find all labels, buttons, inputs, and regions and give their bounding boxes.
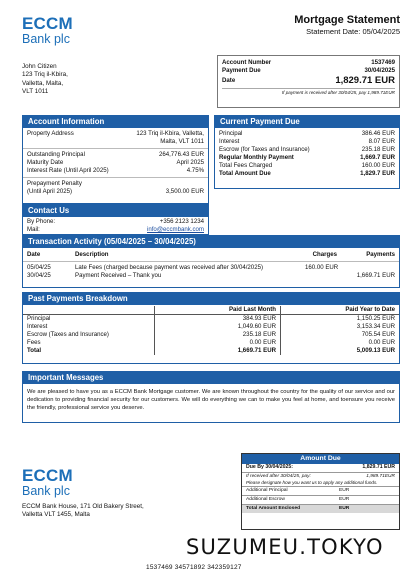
info-value: April 2025: [176, 159, 204, 166]
info-value: 4.75%: [186, 167, 204, 174]
account-number-label: Account Number: [222, 59, 272, 66]
past-label: Fees: [23, 339, 155, 347]
contact-title: Contact Us: [23, 205, 208, 217]
watermark-text: SUZUMEU.TOKYO: [186, 535, 384, 559]
if-received-label: If received after 30/04/25, pay:: [246, 473, 311, 479]
payment-label: Total Fees Charged: [219, 162, 273, 169]
bank-address-line: Valletta VLT 1455, Malta: [22, 511, 90, 519]
prepayment-penalty-value: 3,500.00 EUR: [165, 188, 204, 195]
property-address-label: Property Address: [27, 130, 74, 137]
customer-line: Valletta, Malta,: [22, 79, 64, 87]
payment-label: Interest: [219, 138, 240, 145]
past-label: Escrow (Taxes and Insurance): [23, 331, 155, 339]
additional-escrow-field[interactable]: [339, 496, 395, 504]
payment-label: Regular Monthly Payment: [219, 154, 294, 161]
total-enclosed-label: Total Amount Enclosed: [246, 505, 301, 511]
table-row: [23, 272, 399, 280]
if-received-row: [242, 473, 399, 480]
statement-title: Mortgage Statement: [294, 14, 400, 26]
table-row: [23, 262, 399, 272]
payment-due-row: [218, 67, 399, 75]
payment-value: 8.07 EUR: [368, 138, 395, 145]
total-enclosed-field[interactable]: [339, 505, 395, 513]
past-last-month: 0.00 EUR: [155, 339, 281, 347]
customer-line: VLT 1011: [22, 87, 49, 95]
activity-description: Payment Received – Thank you: [75, 272, 162, 279]
activity-date: 30/04/25: [27, 272, 51, 279]
past-ytd: 3,153.34 EUR: [356, 323, 395, 330]
past-ytd: 1,150.25 EUR: [356, 315, 395, 322]
transaction-activity-box: [22, 235, 400, 288]
logo-name: ECCM: [22, 466, 73, 485]
property-address-line: 123 Triq il-Kbira, Valletta,: [136, 130, 204, 137]
col-ytd-header: Paid Year to Date: [345, 306, 395, 313]
col-last-month-header: Paid Last Month: [155, 306, 281, 314]
due-by-value: 1,829.71 EUR: [362, 464, 395, 470]
additional-escrow-label: Additional Escrow: [246, 496, 285, 502]
phone-row: [23, 217, 208, 226]
payment-row: [215, 154, 399, 162]
payment-row: [215, 138, 399, 146]
total-enclosed-currency: EUR: [339, 505, 350, 511]
table-row: [23, 339, 399, 347]
important-messages-box: [22, 371, 400, 423]
logo-suffix: Bank plc: [22, 32, 70, 46]
due-by-row: [242, 464, 399, 473]
past-last-month: 1,049.60 EUR: [155, 323, 281, 331]
if-received-value: 1,989.71EUR: [366, 473, 395, 479]
mail-label: Mail:: [27, 226, 40, 233]
activity-payments: 1,669.71 EUR: [356, 272, 395, 279]
col-payments-header: Payments: [366, 251, 395, 258]
past-total-last-month: 1,669.71 EUR: [155, 347, 281, 355]
past-last-month: 384.93 EUR: [155, 315, 281, 323]
info-value: 264,776.43 EUR: [158, 151, 204, 158]
amount-row: [218, 75, 399, 87]
total-enclosed-row: [242, 504, 399, 513]
payment-value: 235.18 EUR: [361, 146, 395, 153]
info-row: [23, 151, 208, 159]
activity-charges: [291, 272, 341, 280]
table-row: [23, 323, 399, 331]
info-row: [23, 167, 208, 175]
additional-principal-currency: EUR: [339, 487, 350, 493]
due-by-label: Due By 30/04/2025:: [246, 464, 294, 470]
past-payments-header-row: [23, 305, 399, 315]
past-payments-box: [22, 292, 400, 364]
bank-address-line: ECCM Bank House, 171 Old Bakery Street,: [22, 503, 144, 510]
date-label: Date: [222, 77, 236, 84]
statement-date: Statement Date: 05/04/2025: [306, 27, 400, 36]
payment-label: Principal: [219, 130, 243, 137]
past-total-row: [23, 347, 399, 355]
info-label: Interest Rate (Until April 2025): [27, 167, 109, 174]
bank-logo: [22, 15, 73, 46]
past-label: Interest: [23, 323, 155, 331]
activity-header-row: [23, 248, 399, 262]
amount-due-title: Amount Due: [242, 454, 399, 464]
additional-principal-row: [242, 486, 399, 495]
past-payments-title: Past Payments Breakdown: [23, 293, 399, 305]
prepayment-penalty-label: [27, 180, 82, 196]
additional-principal-field[interactable]: [339, 487, 395, 495]
important-messages-body: We are pleased to have you as a ECCM Bank Mortgage customer. We are known throughout the country for the quality of our service and our dedication to providing financial security for our customers. We will do everything we can to make you feel at home, and toensure you receive the friendly, professional service you deserve.: [27, 389, 395, 411]
payment-row: [215, 146, 399, 154]
late-payment-note: If payment is received after 30/04/25, pay 1,989.71EUR: [281, 90, 395, 95]
payment-row: [215, 162, 399, 170]
account-information-title: Account Information: [23, 116, 208, 128]
past-ytd: 0.00 EUR: [368, 339, 395, 346]
payment-due-value: 30/04/2025: [364, 67, 395, 74]
penalty-label-line: (Until April 2025): [27, 188, 73, 195]
payment-due-label: Payment Due: [222, 67, 261, 74]
payment-value: 386.46 EUR: [361, 130, 395, 137]
mail-row: [23, 226, 208, 234]
customer-line: John Citizen: [22, 63, 57, 70]
col-charges-header: Charges: [312, 251, 337, 258]
customer-line: 123 Triq il-Kbira,: [22, 71, 68, 79]
additional-escrow-row: [242, 495, 399, 504]
activity-date: 05/04/25: [27, 264, 51, 271]
payment-label: Total Amount Due: [219, 170, 271, 177]
past-total-ytd: 5,009.13 EUR: [356, 347, 395, 354]
past-total-label: Total: [23, 347, 155, 355]
contact-box: [22, 204, 209, 235]
col-description-header: Description: [75, 251, 109, 258]
payment-row: [215, 170, 399, 178]
activity-payments: [341, 264, 399, 272]
past-label: Principal: [23, 315, 155, 323]
logo-name: ECCM: [22, 14, 73, 33]
bank-address: [22, 503, 144, 520]
past-ytd: 705.54 EUR: [361, 331, 395, 338]
account-summary-box: [217, 55, 400, 108]
current-payment-box: [214, 115, 400, 189]
phone-label: By Phone:: [27, 218, 56, 225]
logo-suffix: Bank plc: [22, 484, 70, 498]
activity-charges: 160.00 EUR: [305, 264, 339, 271]
info-label: Maturity Date: [27, 159, 64, 166]
designate-note: Please designate how you want us to apply any additional funds.: [246, 479, 378, 485]
additional-principal-label: Additional Principal: [246, 487, 288, 493]
info-row: [23, 159, 208, 167]
info-label: Outstanding Principal: [27, 151, 85, 158]
amount-due-coupon: [241, 453, 400, 530]
payment-value: 160.00 EUR: [361, 162, 395, 169]
property-address-line: Malta, VLT 1011: [160, 138, 204, 145]
property-address-value: [136, 130, 204, 146]
customer-address: [22, 63, 68, 96]
current-payment-rows: [215, 128, 399, 178]
transaction-activity-title: Transaction Activity (05/04/2025 – 30/04/2025): [23, 236, 399, 248]
col-label-header: [23, 306, 155, 314]
col-date-header: Date: [27, 251, 41, 258]
payment-row: [215, 130, 399, 138]
table-row: [23, 331, 399, 339]
penalty-label-line: Prepayment Penalty: [27, 180, 82, 187]
current-payment-title: Current Payment Due: [215, 116, 399, 128]
bank-logo-footer: [22, 467, 73, 498]
past-last-month: 235.18 EUR: [155, 331, 281, 339]
account-number-value: 1537469: [371, 59, 395, 66]
additional-escrow-currency: EUR: [339, 496, 350, 502]
payment-value: 1,829.7 EUR: [360, 170, 395, 177]
payment-value: 1,669.7 EUR: [360, 154, 395, 161]
email-link[interactable]: info@eccmbank.com: [147, 226, 204, 233]
account-information-box: [22, 115, 209, 204]
payment-label: Escrow (for Taxes and Insurance): [219, 146, 310, 153]
prepayment-penalty-row: [23, 178, 208, 198]
loan-details: [23, 149, 208, 178]
amount-value: 1,829.71 EUR: [335, 75, 395, 86]
property-address-row: [23, 128, 208, 149]
account-number-row: [218, 59, 399, 67]
table-row: [23, 315, 399, 323]
phone-value[interactable]: +356 2123 1234: [159, 218, 204, 225]
important-messages-title: Important Messages: [23, 372, 399, 384]
barcode-number: 1537469 34571892 342359127: [146, 564, 242, 571]
activity-description: Late Fees (charged because payment was received after 30/04/2025): [75, 264, 264, 271]
